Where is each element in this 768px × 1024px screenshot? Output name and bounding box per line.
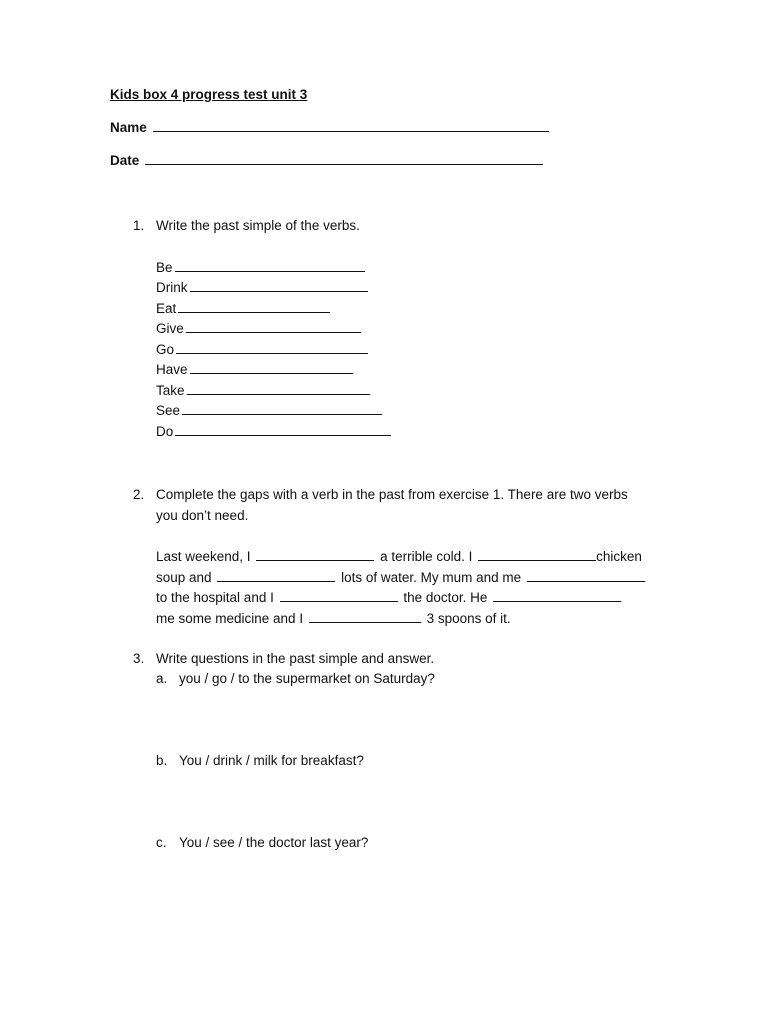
gap-text: chicken [596, 549, 642, 564]
gap-blank[interactable] [217, 568, 335, 582]
gap-text: to the hospital and I [156, 590, 274, 605]
verb-label: Go [156, 342, 175, 357]
gap-text-line [156, 547, 642, 566]
verb-label: Take [156, 383, 185, 398]
gap-text-line [156, 588, 623, 607]
verb-label: Do [156, 424, 174, 439]
verb-label: Be [156, 260, 173, 275]
gap-text: a terrible cold. I [380, 549, 473, 564]
verb-label: Eat [156, 301, 177, 316]
q3-item-text: You / see / the doctor last year? [179, 835, 369, 850]
verb-blank[interactable] [182, 401, 382, 415]
verb-row [156, 299, 332, 318]
gap-text: 3 spoons of it. [426, 611, 511, 626]
verb-row [156, 381, 372, 400]
q3-instruction: Write questions in the past simple and answer. [156, 651, 435, 666]
gap-text: me some medicine and I [156, 611, 304, 626]
verb-row [156, 278, 370, 297]
q3-item-text: You / drink / milk for breakfast? [179, 753, 364, 768]
q1-instruction: Write the past simple of the verbs. [156, 218, 360, 233]
name-field [110, 118, 551, 137]
verb-blank[interactable] [175, 258, 365, 272]
gap-text-line [156, 609, 511, 628]
q3-item-text: you / go / to the supermarket on Saturday? [179, 671, 435, 686]
verb-label: Have [156, 362, 188, 377]
q3-item-letter: b. [156, 753, 168, 768]
q3-number: 3. [133, 651, 145, 666]
gap-text: the doctor. He [403, 590, 488, 605]
date-field [110, 151, 545, 170]
name-blank[interactable] [153, 118, 549, 132]
gap-blank[interactable] [478, 547, 596, 561]
verb-label: See [156, 403, 181, 418]
verb-row [156, 258, 367, 277]
q2-instruction-line1: Complete the gaps with a verb in the past from exercise 1. There are two verbs [156, 487, 628, 502]
verb-label: Give [156, 321, 184, 336]
gap-blank[interactable] [527, 568, 645, 582]
gap-blank[interactable] [309, 609, 421, 623]
verb-blank[interactable] [176, 340, 368, 354]
verb-blank[interactable] [186, 319, 361, 333]
verb-blank[interactable] [190, 360, 353, 374]
verb-label: Drink [156, 280, 188, 295]
date-blank[interactable] [145, 151, 543, 165]
q2-number: 2. [133, 487, 145, 502]
gap-text: lots of water. My mum and me [341, 570, 522, 585]
verb-blank[interactable] [187, 381, 370, 395]
gap-blank[interactable] [280, 588, 398, 602]
q3-item-letter: a. [156, 671, 168, 686]
gap-text: soup and [156, 570, 212, 585]
q1-number: 1. [133, 218, 145, 233]
verb-row [156, 401, 384, 420]
verb-blank[interactable] [175, 422, 391, 436]
verb-blank[interactable] [190, 278, 368, 292]
gap-text: Last weekend, I [156, 549, 251, 564]
verb-row [156, 422, 393, 441]
date-label: Date [110, 153, 140, 168]
worksheet-title: Kids box 4 progress test unit 3 [110, 87, 308, 102]
gap-text-line [156, 568, 647, 587]
name-label: Name [110, 120, 147, 135]
verb-row [156, 319, 363, 338]
verb-row [156, 340, 370, 359]
gap-blank[interactable] [256, 547, 374, 561]
gap-blank[interactable] [493, 588, 621, 602]
q2-instruction-line2: you don’t need. [156, 508, 249, 523]
verb-blank[interactable] [178, 299, 330, 313]
q3-item-letter: c. [156, 835, 167, 850]
verb-row [156, 360, 355, 379]
